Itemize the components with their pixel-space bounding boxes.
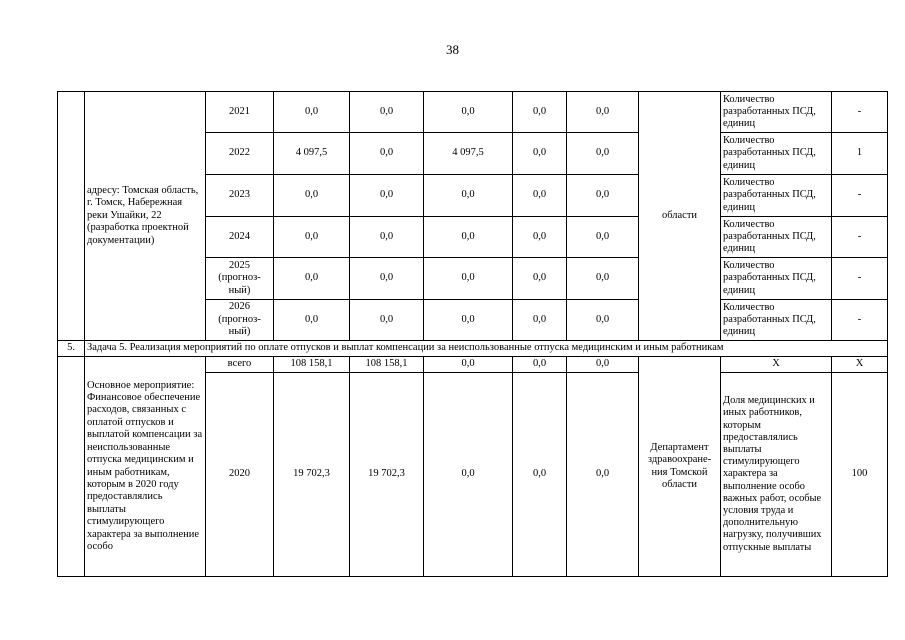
executor-cell: области xyxy=(639,92,721,341)
indicator-cell: Количество разработанных ПСД, единиц xyxy=(721,175,832,217)
funding-cell: 0,0 xyxy=(513,258,567,300)
funding-cell: 0,0 xyxy=(513,373,567,577)
indicator-value-cell: X xyxy=(832,357,888,373)
indicator-cell: Количество разработанных ПСД, единиц xyxy=(721,217,832,258)
indicator-value-cell: - xyxy=(832,258,888,300)
funding-cell: 0,0 xyxy=(424,373,513,577)
year-cell: 2023 xyxy=(206,175,274,217)
number-cell xyxy=(58,357,85,577)
funding-cell: 4 097,5 xyxy=(424,133,513,175)
funding-cell: 0,0 xyxy=(424,300,513,341)
number-cell xyxy=(58,92,85,341)
funding-cell: 19 702,3 xyxy=(350,373,424,577)
funding-cell: 0,0 xyxy=(567,373,639,577)
indicator-value-cell: - xyxy=(832,175,888,217)
activity-name-cell: Основное мероприятие: Финансовое обеспечение расходов, связанных с оплатой отпусков и выплатой компенсации за неиспользованные отпуска медицинским и иным работникам, которым в 2020 году предоставлялись выплаты стимулирующего характера за выполнение особо xyxy=(85,357,206,577)
total-cell: 108 158,1 xyxy=(274,357,350,373)
funding-cell: 0,0 xyxy=(567,133,639,175)
funding-cell: 0,0 xyxy=(513,300,567,341)
funding-cell: 0,0 xyxy=(567,300,639,341)
task-number: 5. xyxy=(58,341,85,357)
indicator-value-cell: 1 xyxy=(832,133,888,175)
indicator-value-cell: - xyxy=(832,92,888,133)
program-table xyxy=(57,91,888,577)
total-cell: 0,0 xyxy=(274,217,350,258)
object-name-cell: адресу: Томская область, г. Томск, Набережная реки Ушайки, 22 (разработка проектной документации) xyxy=(85,92,206,341)
year-cell: 2022 xyxy=(206,133,274,175)
indicator-cell: Количество разработанных ПСД, единиц xyxy=(721,258,832,300)
year-cell: всего xyxy=(206,357,274,373)
funding-cell: 0,0 xyxy=(424,217,513,258)
indicator-cell: X xyxy=(721,357,832,373)
funding-cell: 0,0 xyxy=(567,258,639,300)
year-cell: 2021 xyxy=(206,92,274,133)
indicator-cell: Доля медицинских и иных работников, которым предоставлялись выплаты стимулирующего характера за выполнение особо важных работ, особые условия труда и дополнительную нагрузку, получивших отпускные выплаты xyxy=(721,373,832,577)
funding-cell: 0,0 xyxy=(424,258,513,300)
funding-cell: 0,0 xyxy=(350,92,424,133)
funding-cell: 0,0 xyxy=(567,175,639,217)
year-cell: 2025 (прогноз-ный) xyxy=(206,258,274,300)
funding-cell: 0,0 xyxy=(350,133,424,175)
indicator-cell: Количество разработанных ПСД, единиц xyxy=(721,133,832,175)
funding-cell: 0,0 xyxy=(350,258,424,300)
year-cell: 2020 xyxy=(206,373,274,577)
total-cell: 4 097,5 xyxy=(274,133,350,175)
year-cell: 2026 (прогноз-ный) xyxy=(206,300,274,341)
funding-cell: 0,0 xyxy=(424,357,513,373)
funding-cell: 0,0 xyxy=(424,92,513,133)
funding-cell: 0,0 xyxy=(424,175,513,217)
task-row xyxy=(58,341,888,357)
funding-cell: 0,0 xyxy=(513,175,567,217)
table-row xyxy=(58,357,888,373)
indicator-cell: Количество разработанных ПСД, единиц xyxy=(721,300,832,341)
funding-cell: 0,0 xyxy=(567,357,639,373)
executor-cell: Департамент здравоохране-ния Томской области xyxy=(639,357,721,577)
funding-cell: 0,0 xyxy=(513,217,567,258)
funding-cell: 0,0 xyxy=(513,357,567,373)
funding-cell: 0,0 xyxy=(350,175,424,217)
page-number: 38 xyxy=(446,42,459,57)
total-cell: 0,0 xyxy=(274,258,350,300)
total-cell: 0,0 xyxy=(274,175,350,217)
year-cell: 2024 xyxy=(206,217,274,258)
indicator-value-cell: 100 xyxy=(832,373,888,577)
funding-cell: 0,0 xyxy=(567,92,639,133)
total-cell: 19 702,3 xyxy=(274,373,350,577)
funding-cell: 0,0 xyxy=(350,300,424,341)
task-title: Задача 5. Реализация мероприятий по оплате отпусков и выплат компенсации за неиспользованные отпуска медицинским и иным работникам xyxy=(85,341,888,357)
funding-cell: 0,0 xyxy=(567,217,639,258)
funding-cell: 0,0 xyxy=(513,92,567,133)
total-cell: 0,0 xyxy=(274,300,350,341)
funding-cell: 0,0 xyxy=(513,133,567,175)
indicator-value-cell: - xyxy=(832,300,888,341)
total-cell: 0,0 xyxy=(274,92,350,133)
table-row xyxy=(58,92,888,133)
funding-cell: 108 158,1 xyxy=(350,357,424,373)
indicator-value-cell: - xyxy=(832,217,888,258)
indicator-cell: Количество разработанных ПСД, единиц xyxy=(721,92,832,133)
funding-cell: 0,0 xyxy=(350,217,424,258)
